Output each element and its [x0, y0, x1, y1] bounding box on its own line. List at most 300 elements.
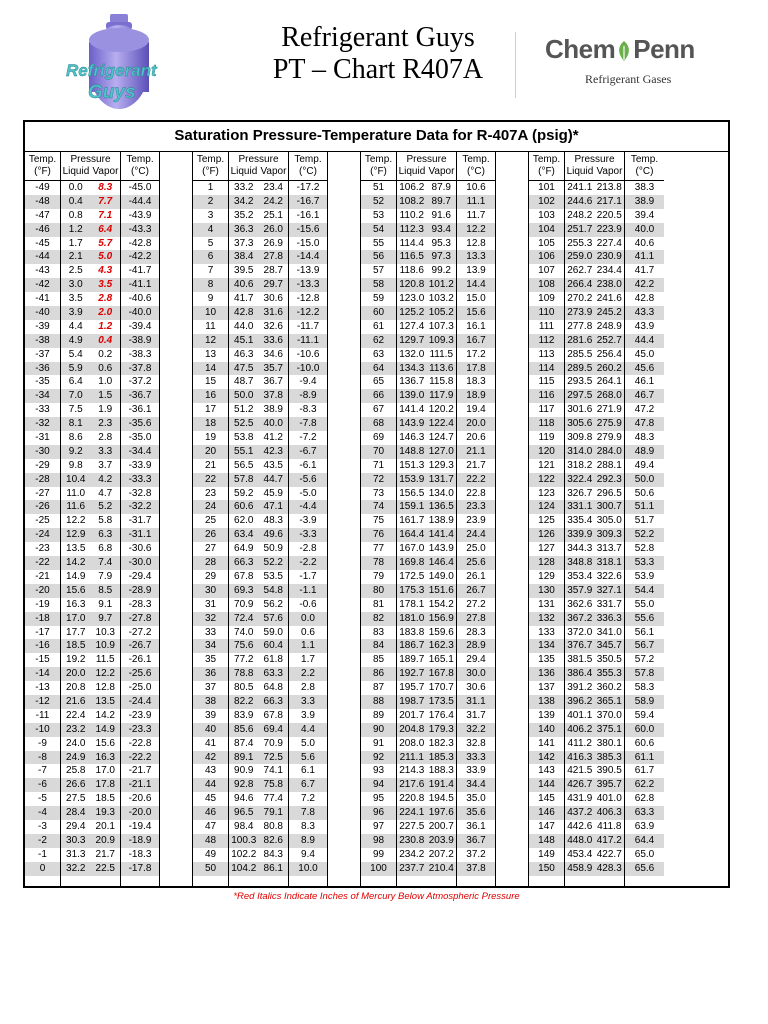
liquid-cell: 4.4 [68, 320, 83, 332]
temp-f-cell: 7 [207, 265, 214, 277]
temp-c-cell: 47.8 [625, 417, 664, 431]
vapor-cell: 296.5 [596, 487, 622, 499]
liquid-cell: 339.9 [567, 529, 593, 541]
temp-c-cell: 58.3 [634, 682, 655, 694]
pressure-row [61, 306, 120, 320]
vapor-cell: 91.6 [431, 209, 451, 221]
temp-c-cell: 10.0 [289, 862, 327, 876]
temp-c-cell: -26.7 [121, 639, 159, 653]
liquid-cell: 3.5 [68, 293, 83, 305]
temp-f-cell: 32 [193, 612, 228, 626]
pressure-row [565, 681, 624, 695]
temp-c-cell: 51.7 [634, 515, 655, 527]
temp-f-cell: 13 [204, 348, 217, 360]
temp-label: Temp. [28, 154, 57, 165]
pressure-row [397, 584, 456, 598]
pressure-row [61, 514, 120, 528]
temp-c-cell: -11.1 [289, 334, 327, 348]
temp-c-cell: 21.7 [466, 459, 486, 471]
liquid-cell: 55.1 [234, 445, 254, 457]
pressure-row [565, 556, 624, 570]
temp-f-cell: 2 [193, 195, 228, 209]
temp-c-cell: 3.9 [301, 709, 315, 721]
liquid-cell: 153.9 [399, 473, 425, 485]
temp-f-cell: 18 [193, 417, 228, 431]
pressure-row [397, 237, 456, 251]
vapor-cell: 173.5 [428, 695, 454, 707]
temp-c-cell: -42.2 [121, 250, 159, 264]
temp-f-cell: 38 [193, 695, 228, 709]
vapor-cell: 34.6 [263, 348, 283, 360]
temp-c-cell: -8.3 [299, 404, 317, 416]
temp-f-cell: 59 [372, 293, 385, 305]
pressure-row [61, 209, 120, 223]
liquid-cell: 44.0 [234, 320, 254, 332]
temp-c-cell: 45.0 [634, 348, 655, 360]
temp-f-cell: -30 [25, 445, 60, 459]
pressure-row [61, 792, 120, 806]
pressure-row [397, 306, 456, 320]
pressure-row [229, 612, 288, 626]
vapor-cell: 93.4 [431, 223, 451, 235]
vapor-cell: 23.4 [263, 182, 283, 193]
temp-f-cell: 128 [529, 556, 564, 570]
temp-label: Temp. [462, 154, 490, 165]
pressure-row [397, 514, 456, 528]
vapor-cell: 48.3 [263, 515, 283, 527]
temp-f-cell: -27 [35, 487, 50, 499]
vapor-cell: 3.5 [98, 279, 113, 291]
temp-f-cell: -31 [35, 432, 50, 444]
temp-c-column [625, 152, 664, 886]
pressure-row [565, 292, 624, 306]
temp-c-cell: -44.4 [121, 195, 159, 209]
vapor-cell: 17.0 [95, 765, 115, 777]
liquid-cell: 183.8 [399, 626, 425, 638]
liquid-cell: 104.2 [231, 862, 257, 874]
vapor-cell: 182.3 [428, 737, 454, 749]
temp-c-cell: 8.3 [301, 820, 315, 832]
liquid-cell: 262.7 [567, 265, 593, 277]
pressure-row [229, 487, 288, 501]
temp-f-cell: 74 [361, 500, 396, 514]
pressure-row [565, 334, 624, 348]
vapor-cell: 141.4 [428, 529, 454, 541]
vapor-cell: 375.1 [596, 723, 622, 735]
liquid-cell: 270.2 [567, 293, 593, 305]
temp-c-cell: -15.0 [296, 237, 320, 249]
pressure-row [565, 181, 624, 195]
pressure-label: Pressure [70, 154, 111, 165]
temp-c-cell: -27.2 [128, 626, 152, 638]
vapor-cell: 105.2 [428, 307, 454, 319]
temp-c-cell: -36.1 [128, 404, 152, 416]
vapor-cell: 245.2 [596, 307, 622, 319]
temp-c-cell: -8.9 [289, 389, 327, 403]
temp-c-cell: 25.6 [457, 556, 495, 570]
temp-c-cell: 28.9 [457, 639, 495, 653]
pressure-row [61, 667, 120, 681]
pressure-row [229, 195, 288, 209]
pressure-row [229, 806, 288, 820]
temp-c-cell: 18.3 [466, 376, 486, 388]
temp-c-cell: 16.7 [457, 334, 495, 348]
temp-f-cell: -7 [38, 765, 47, 777]
temp-c-cell: 58.9 [625, 695, 664, 709]
temp-f-cell: -23 [35, 543, 50, 555]
temp-f-cell: 99 [372, 848, 385, 860]
pressure-row [61, 764, 120, 778]
liquid-cell: 2.5 [68, 265, 83, 277]
vapor-cell: 154.2 [428, 598, 454, 610]
temp-f-cell: 55 [372, 237, 385, 249]
pressure-row [229, 681, 288, 695]
pressure-row [565, 250, 624, 264]
pressure-row [397, 542, 456, 556]
temp-c-cell: -36.7 [121, 389, 159, 403]
liquid-cell: 22.4 [66, 709, 86, 721]
temp-c-cell: -29.4 [128, 570, 152, 582]
temp-f-cell: 115 [538, 376, 555, 388]
temp-f-cell: 14 [193, 362, 228, 376]
vapor-cell: 24.2 [263, 195, 283, 207]
liquid-cell: 17.0 [66, 612, 86, 624]
pressure-row [61, 459, 120, 473]
temp-c-cell: 56.7 [625, 639, 664, 653]
column-cells [625, 181, 664, 876]
liquid-cell: 41.7 [234, 293, 254, 305]
temp-f-cell: -8 [25, 751, 60, 765]
temp-f-cell: 123 [538, 487, 555, 499]
pressure-row [229, 223, 288, 237]
pressure-row [229, 473, 288, 487]
pressure-row [61, 653, 120, 667]
temp-f-cell: 83 [372, 626, 385, 638]
temp-c-cell: 33.9 [466, 765, 486, 777]
pressure-header [397, 152, 456, 181]
temp-header [457, 152, 495, 181]
liquid-cell: 201.7 [399, 709, 425, 721]
liquid-cell: 123.0 [399, 293, 425, 305]
liquid-cell: 96.5 [234, 807, 254, 819]
vapor-cell: 12.2 [95, 668, 115, 680]
vapor-cell: 87.9 [431, 182, 451, 193]
temp-c-cell: 41.1 [625, 250, 664, 264]
pressure-row [61, 487, 120, 501]
temp-c-cell: 61.1 [625, 751, 664, 765]
svg-text:Guys: Guys [88, 82, 136, 103]
pressure-label: Pressure [406, 154, 447, 165]
temp-c-cell: -32.8 [128, 487, 152, 499]
liquid-cell: 11.0 [66, 487, 86, 499]
pressure-row [61, 834, 120, 848]
vapor-cell: 107.3 [428, 320, 454, 332]
temp-f-cell: 52 [361, 195, 396, 209]
temp-c-cell: -15.6 [289, 223, 327, 237]
liquid-cell: 102.2 [231, 848, 257, 860]
temp-f-cell: 69 [372, 432, 385, 444]
liquid-cell: 9.8 [68, 459, 83, 471]
temp-f-cell: 78 [361, 556, 396, 570]
pressure-row [397, 598, 456, 612]
vapor-cell: 50.9 [263, 543, 283, 555]
pressure-row [229, 278, 288, 292]
liquid-cell: 391.2 [567, 682, 593, 694]
liquid-cell: 47.5 [234, 362, 254, 374]
pressure-row [61, 695, 120, 709]
liquid-cell: 386.4 [567, 668, 593, 680]
pressure-column [397, 152, 457, 886]
temp-c-cell: 30.0 [457, 667, 495, 681]
liquid-cell: 66.3 [234, 557, 254, 569]
vapor-cell: 95.3 [431, 237, 451, 249]
vapor-cell: 5.7 [98, 237, 113, 249]
pressure-row [229, 403, 288, 417]
temp-c-cell: -38.3 [128, 348, 152, 360]
pressure-row [229, 570, 288, 584]
vapor-cell: 138.9 [428, 515, 454, 527]
temp-c-cell: -34.4 [121, 445, 159, 459]
temp-c-cell: -18.3 [128, 848, 152, 860]
vapor-cell: 45.9 [263, 487, 283, 499]
liquid-cell: 143.9 [399, 418, 425, 430]
vapor-cell: 8.3 [98, 182, 113, 193]
temp-f-cell: -17 [35, 626, 50, 638]
vapor-cell: 305.0 [596, 515, 622, 527]
temp-f-cell: -6 [25, 778, 60, 792]
liquid-cell: 214.3 [399, 765, 425, 777]
temp-f-cell: -10 [25, 723, 60, 737]
vapor-cell: 4.2 [98, 473, 113, 485]
vapor-cell: 37.8 [263, 390, 283, 402]
pressure-row [397, 500, 456, 514]
liquid-cell: 5.9 [68, 362, 83, 374]
pressure-row [565, 653, 624, 667]
liquid-cell: 8.6 [68, 432, 83, 444]
temp-c-cell: -5.0 [299, 487, 317, 499]
pressure-row [61, 751, 120, 765]
pressure-row [565, 209, 624, 223]
liquid-cell: 82.2 [234, 695, 254, 707]
liquid-cell: 36.3 [234, 223, 254, 235]
pressure-row [397, 431, 456, 445]
temp-c-cell: -28.3 [128, 598, 152, 610]
vapor-cell: 6.8 [98, 543, 113, 555]
temp-f-cell: 125 [538, 515, 555, 527]
temp-c-cell: 55.6 [625, 612, 664, 626]
temp-f-cell: 75 [372, 515, 385, 527]
temp-c-cell: 0.0 [289, 612, 327, 626]
temp-c-cell: 31.7 [466, 709, 486, 721]
pressure-row [397, 264, 456, 278]
pressure-row [565, 626, 624, 640]
pressure-row [397, 334, 456, 348]
liquid-cell: 401.1 [567, 709, 593, 721]
temp-f-cell: -20 [25, 584, 60, 598]
brand-name-left: Chem [545, 34, 616, 64]
pressure-row [229, 250, 288, 264]
liquid-cell: 132.0 [399, 348, 425, 360]
temp-f-cell: 82 [361, 612, 396, 626]
vapor-cell: 260.2 [596, 362, 622, 374]
liquid-label: Liquid [62, 166, 90, 177]
temp-c-cell: 2.2 [289, 667, 327, 681]
vapor-cell: 67.8 [263, 709, 283, 721]
pressure-row [61, 181, 120, 195]
temp-header [121, 152, 159, 181]
temp-f-cell: 146 [529, 806, 564, 820]
pressure-row [61, 681, 120, 695]
pressure-row [61, 612, 120, 626]
temp-c-cell: -1.1 [289, 584, 327, 598]
temp-f-cell: 105 [538, 237, 555, 249]
pressure-row [229, 751, 288, 765]
liquid-cell: 23.2 [66, 723, 86, 735]
temp-c-cell: 64.4 [625, 834, 664, 848]
temp-c-cell: 14.4 [457, 278, 495, 292]
liquid-cell: 421.5 [567, 765, 593, 777]
temp-f-cell: -44 [25, 250, 60, 264]
column-cells [193, 181, 228, 876]
temp-c-cell: 26.1 [466, 570, 486, 582]
temp-c-cell: -2.8 [299, 543, 317, 555]
liquid-cell: 125.2 [399, 307, 425, 319]
liquid-cell: 244.6 [567, 195, 593, 207]
temp-c-cell: 57.2 [634, 654, 655, 666]
liquid-cell: 167.0 [399, 543, 425, 555]
pressure-row [397, 195, 456, 209]
liquid-cell: 25.8 [66, 765, 86, 777]
vapor-cell: 1.5 [98, 390, 113, 402]
temp-c-cell: 0.6 [301, 626, 315, 638]
temp-c-cell: 12.8 [466, 237, 486, 249]
temp-c-cell: 13.3 [457, 250, 495, 264]
temp-c-cell: -25.0 [128, 682, 152, 694]
temp-f-cell: -26 [25, 500, 60, 514]
temp-c-cell: 46.1 [634, 376, 655, 388]
vapor-cell: 47.1 [263, 501, 283, 513]
pressure-row [61, 278, 120, 292]
temp-c-cell: 63.3 [625, 806, 664, 820]
temp-c-cell: -9.4 [299, 376, 317, 388]
pressure-row [397, 764, 456, 778]
temp-c-cell: 47.2 [634, 404, 655, 416]
temp-f-cell: 110 [529, 306, 564, 320]
pressure-row [397, 834, 456, 848]
temp-c-cell: -10.0 [289, 362, 327, 376]
temp-header [529, 152, 564, 181]
temp-unit: (°C) [635, 166, 654, 177]
pressure-row [61, 528, 120, 542]
temp-f-cell: 104 [529, 223, 564, 237]
temp-f-cell: 119 [538, 432, 555, 444]
vapor-cell: 27.8 [263, 251, 283, 263]
temp-c-column [289, 152, 328, 886]
liquid-cell: 3.9 [68, 307, 83, 319]
temp-f-cell: 124 [529, 500, 564, 514]
vapor-cell: 134.0 [428, 487, 454, 499]
vapor-cell: 75.8 [263, 779, 283, 791]
vapor-cell: 252.7 [596, 334, 622, 346]
vapor-cell: 176.4 [428, 709, 454, 721]
liquid-cell: 30.3 [66, 834, 86, 846]
vapor-cell: 74.1 [263, 765, 283, 777]
pressure-row [229, 778, 288, 792]
liquid-cell: 1.2 [68, 223, 83, 235]
vapor-cell: 59.0 [263, 626, 283, 638]
liquid-cell: 416.3 [567, 751, 593, 763]
pressure-row [229, 667, 288, 681]
temp-c-cell: 3.3 [289, 695, 327, 709]
temp-f-cell: 31 [204, 598, 217, 610]
temp-c-column [457, 152, 496, 886]
temp-f-cell: 150 [529, 862, 564, 876]
temp-c-cell: 56.1 [634, 626, 655, 638]
temp-f-cell: 61 [372, 320, 385, 332]
liquid-cell: 12.9 [66, 529, 86, 541]
temp-f-cell: 120 [529, 445, 564, 459]
temp-f-cell: -15 [35, 654, 50, 666]
temp-c-cell: 1.1 [289, 639, 327, 653]
vapor-cell: 365.1 [596, 695, 622, 707]
liquid-cell: 305.6 [567, 418, 593, 430]
pressure-row [397, 695, 456, 709]
temp-f-cell: 135 [538, 654, 555, 666]
vapor-cell: 124.7 [428, 432, 454, 444]
pressure-row [229, 237, 288, 251]
vapor-cell: 129.3 [428, 459, 454, 471]
table-block [361, 152, 529, 886]
liquid-cell: 108.2 [399, 195, 425, 207]
liquid-cell: 198.7 [399, 695, 425, 707]
temp-f-cell: -41 [35, 293, 50, 305]
pressure-row [61, 626, 120, 640]
temp-c-cell: 6.1 [301, 765, 315, 777]
temp-f-cell: -1 [38, 848, 47, 860]
temp-f-cell: 45 [204, 793, 217, 805]
pressure-row [397, 792, 456, 806]
pressure-row [229, 417, 288, 431]
column-cells [565, 181, 624, 876]
temp-c-cell: -17.8 [121, 862, 159, 876]
temp-f-cell: 140 [529, 723, 564, 737]
liquid-cell: 335.4 [567, 515, 593, 527]
temp-f-cell: -32 [25, 417, 60, 431]
vapor-label: Vapor [260, 166, 287, 177]
temp-c-cell: 17.8 [457, 362, 495, 376]
pressure-row [397, 403, 456, 417]
vapor-cell: 284.0 [596, 445, 622, 457]
liquid-cell: 42.8 [234, 307, 254, 319]
vapor-cell: 122.4 [428, 418, 454, 430]
liquid-cell: 48.7 [234, 376, 254, 388]
temp-c-cell: 46.7 [625, 389, 664, 403]
vapor-label: Vapor [92, 166, 119, 177]
temp-f-cell: 101 [538, 182, 555, 193]
vapor-cell: 7.7 [98, 195, 113, 207]
pressure-row [229, 514, 288, 528]
vapor-cell: 16.3 [95, 751, 115, 763]
vapor-cell: 350.5 [596, 654, 622, 666]
pressure-header [229, 152, 288, 181]
liquid-cell: 357.9 [567, 584, 593, 596]
temp-f-cell: 24 [193, 500, 228, 514]
vapor-cell: 0.6 [98, 362, 113, 374]
temp-c-cell: -37.8 [121, 362, 159, 376]
pressure-row [229, 862, 288, 876]
temp-c-cell: 37.8 [457, 862, 495, 876]
pressure-row [61, 250, 120, 264]
